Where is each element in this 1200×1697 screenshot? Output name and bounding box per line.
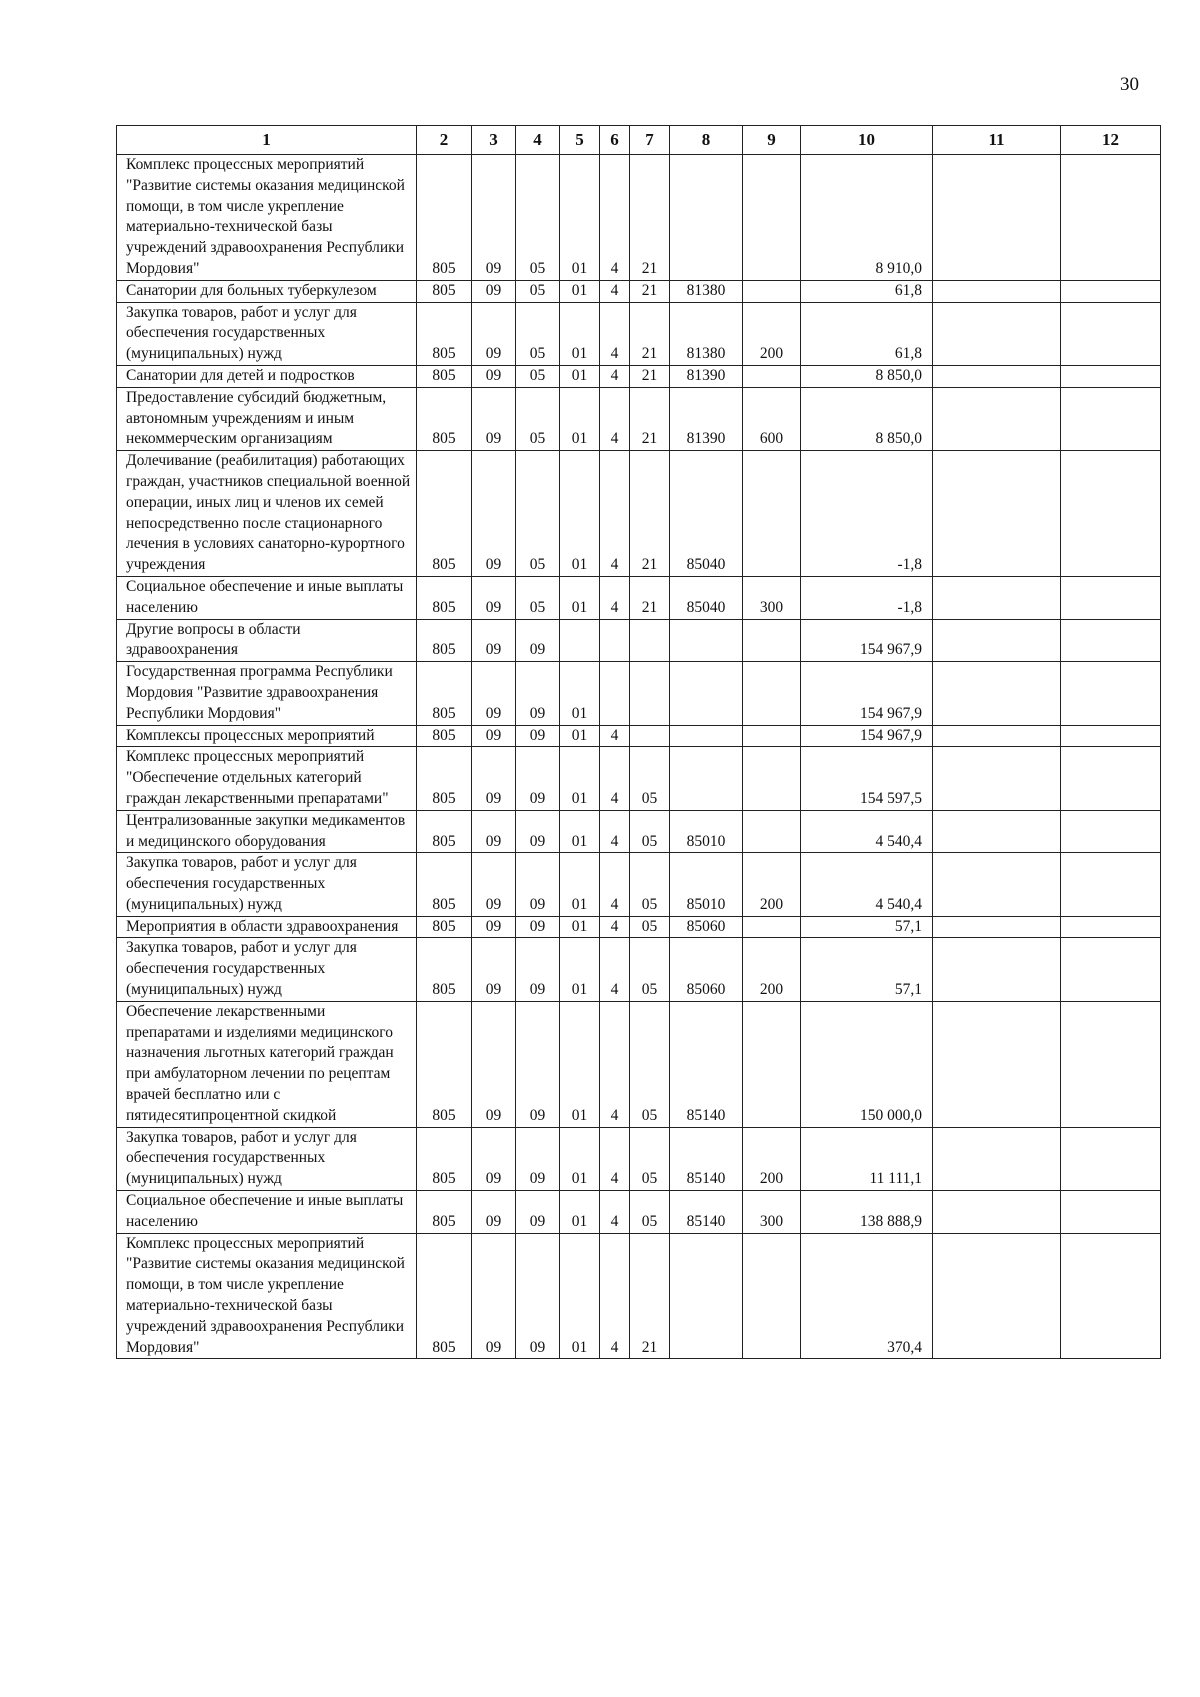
subprogram-code-cell bbox=[630, 662, 670, 725]
column-header: 3 bbox=[472, 126, 516, 155]
page-number: 30 bbox=[1120, 74, 1139, 95]
amount-cell-12 bbox=[1061, 916, 1161, 938]
direction-code-cell bbox=[670, 747, 743, 810]
amount-cell-12 bbox=[1061, 280, 1161, 302]
amount-cell: 370,4 bbox=[801, 1233, 933, 1359]
row-name-cell: Закупка товаров, работ и услуг для обеспечения государственных (муниципальных) нужд bbox=[117, 302, 417, 365]
amount-cell-12 bbox=[1061, 451, 1161, 577]
ministry-code-cell: 805 bbox=[417, 662, 472, 725]
amount-cell-11 bbox=[933, 619, 1061, 662]
subprogram-code-cell: 21 bbox=[630, 302, 670, 365]
direction-code-cell: 81390 bbox=[670, 365, 743, 387]
direction-code-cell: 81380 bbox=[670, 302, 743, 365]
program-type-cell: 4 bbox=[600, 155, 630, 281]
row-name-cell: Комплексы процессных мероприятий bbox=[117, 725, 417, 747]
program-code-cell: 01 bbox=[560, 662, 600, 725]
section-code-cell: 09 bbox=[472, 1191, 516, 1234]
section-code-cell: 09 bbox=[472, 1127, 516, 1190]
table-row bbox=[117, 155, 1161, 281]
ministry-code-cell: 805 bbox=[417, 155, 472, 281]
row-name-cell: Мероприятия в области здравоохранения bbox=[117, 916, 417, 938]
section-code-cell: 09 bbox=[472, 576, 516, 619]
table-row bbox=[117, 938, 1161, 1001]
amount-cell-11 bbox=[933, 451, 1061, 577]
amount-cell-11 bbox=[933, 387, 1061, 450]
column-header: 4 bbox=[516, 126, 560, 155]
expense-type-cell bbox=[743, 619, 801, 662]
subprogram-code-cell: 21 bbox=[630, 576, 670, 619]
table-row bbox=[117, 747, 1161, 810]
table-row bbox=[117, 916, 1161, 938]
ministry-code-cell: 805 bbox=[417, 747, 472, 810]
section-code-cell: 09 bbox=[472, 1001, 516, 1127]
section-code-cell: 09 bbox=[472, 155, 516, 281]
direction-code-cell: 85140 bbox=[670, 1191, 743, 1234]
section-code-cell: 09 bbox=[472, 662, 516, 725]
direction-code-cell: 85140 bbox=[670, 1001, 743, 1127]
column-header: 6 bbox=[600, 126, 630, 155]
expense-type-cell bbox=[743, 1233, 801, 1359]
table-row bbox=[117, 280, 1161, 302]
amount-cell-12 bbox=[1061, 302, 1161, 365]
program-type-cell: 4 bbox=[600, 1191, 630, 1234]
row-name-cell: Комплекс процессных мероприятий "Обеспечение отдельных категорий граждан лекарственными препаратами" bbox=[117, 747, 417, 810]
amount-cell-11 bbox=[933, 853, 1061, 916]
amount-cell-12 bbox=[1061, 725, 1161, 747]
amount-cell: 57,1 bbox=[801, 916, 933, 938]
direction-code-cell: 85040 bbox=[670, 451, 743, 577]
row-name-cell: Комплекс процессных мероприятий "Развитие системы оказания медицинской помощи, в том числе укрепление материально-технической базы учреждений здравоохранения Республики Мордовия" bbox=[117, 155, 417, 281]
expense-type-cell: 200 bbox=[743, 1127, 801, 1190]
subsection-code-cell: 05 bbox=[516, 576, 560, 619]
subsection-code-cell: 09 bbox=[516, 619, 560, 662]
column-header: 10 bbox=[801, 126, 933, 155]
table-row bbox=[117, 1191, 1161, 1234]
amount-cell: 57,1 bbox=[801, 938, 933, 1001]
expense-type-cell: 300 bbox=[743, 576, 801, 619]
row-name-cell: Централизованные закупки медикаментов и медицинского оборудования bbox=[117, 810, 417, 853]
expense-type-cell bbox=[743, 280, 801, 302]
ministry-code-cell: 805 bbox=[417, 725, 472, 747]
program-type-cell: 4 bbox=[600, 576, 630, 619]
subsection-code-cell: 05 bbox=[516, 302, 560, 365]
amount-cell: 154 967,9 bbox=[801, 619, 933, 662]
table-row bbox=[117, 451, 1161, 577]
amount-cell-11 bbox=[933, 662, 1061, 725]
expense-type-cell bbox=[743, 810, 801, 853]
subsection-code-cell: 09 bbox=[516, 725, 560, 747]
ministry-code-cell: 805 bbox=[417, 280, 472, 302]
subprogram-code-cell: 21 bbox=[630, 387, 670, 450]
amount-cell: 154 597,5 bbox=[801, 747, 933, 810]
amount-cell: -1,8 bbox=[801, 451, 933, 577]
ministry-code-cell: 805 bbox=[417, 387, 472, 450]
program-type-cell bbox=[600, 619, 630, 662]
subsection-code-cell: 05 bbox=[516, 365, 560, 387]
section-code-cell: 09 bbox=[472, 451, 516, 577]
row-name-cell: Комплекс процессных мероприятий "Развитие системы оказания медицинской помощи, в том числе укрепление материально-технической базы учреждений здравоохранения Республики Мордовия" bbox=[117, 1233, 417, 1359]
section-code-cell: 09 bbox=[472, 619, 516, 662]
program-type-cell: 4 bbox=[600, 938, 630, 1001]
program-code-cell: 01 bbox=[560, 938, 600, 1001]
table-row bbox=[117, 1233, 1161, 1359]
program-code-cell: 01 bbox=[560, 1191, 600, 1234]
amount-cell-12 bbox=[1061, 747, 1161, 810]
program-type-cell: 4 bbox=[600, 725, 630, 747]
amount-cell-12 bbox=[1061, 1191, 1161, 1234]
program-type-cell: 4 bbox=[600, 1127, 630, 1190]
expense-type-cell: 600 bbox=[743, 387, 801, 450]
subsection-code-cell: 09 bbox=[516, 1191, 560, 1234]
row-name-cell: Социальное обеспечение и иные выплаты населению bbox=[117, 576, 417, 619]
amount-cell-11 bbox=[933, 302, 1061, 365]
program-type-cell: 4 bbox=[600, 1001, 630, 1127]
section-code-cell: 09 bbox=[472, 747, 516, 810]
program-code-cell: 01 bbox=[560, 576, 600, 619]
program-code-cell: 01 bbox=[560, 725, 600, 747]
row-name-cell: Закупка товаров, работ и услуг для обеспечения государственных (муниципальных) нужд bbox=[117, 1127, 417, 1190]
program-type-cell bbox=[600, 662, 630, 725]
program-type-cell: 4 bbox=[600, 1233, 630, 1359]
column-header: 2 bbox=[417, 126, 472, 155]
ministry-code-cell: 805 bbox=[417, 1233, 472, 1359]
section-code-cell: 09 bbox=[472, 916, 516, 938]
program-code-cell: 01 bbox=[560, 155, 600, 281]
ministry-code-cell: 805 bbox=[417, 1127, 472, 1190]
amount-cell-12 bbox=[1061, 1001, 1161, 1127]
section-code-cell: 09 bbox=[472, 302, 516, 365]
ministry-code-cell: 805 bbox=[417, 938, 472, 1001]
program-code-cell: 01 bbox=[560, 853, 600, 916]
amount-cell: 154 967,9 bbox=[801, 725, 933, 747]
expense-type-cell bbox=[743, 747, 801, 810]
amount-cell-11 bbox=[933, 916, 1061, 938]
subprogram-code-cell: 05 bbox=[630, 1001, 670, 1127]
table-body bbox=[117, 155, 1161, 1359]
subsection-code-cell: 09 bbox=[516, 916, 560, 938]
subprogram-code-cell bbox=[630, 619, 670, 662]
program-code-cell: 01 bbox=[560, 1127, 600, 1190]
program-code-cell: 01 bbox=[560, 1001, 600, 1127]
direction-code-cell: 85060 bbox=[670, 916, 743, 938]
table-row bbox=[117, 810, 1161, 853]
program-type-cell: 4 bbox=[600, 387, 630, 450]
subprogram-code-cell: 21 bbox=[630, 155, 670, 281]
direction-code-cell bbox=[670, 725, 743, 747]
column-header: 7 bbox=[630, 126, 670, 155]
amount-cell-12 bbox=[1061, 853, 1161, 916]
direction-code-cell: 85140 bbox=[670, 1127, 743, 1190]
subsection-code-cell: 09 bbox=[516, 662, 560, 725]
program-code-cell: 01 bbox=[560, 302, 600, 365]
row-name-cell: Обеспечение лекарственными препаратами и изделиями медицинского назначения льготных категорий граждан при амбулаторном лечении по рецептам врачей бесплатно или с пятидесятипроцентной скидкой bbox=[117, 1001, 417, 1127]
ministry-code-cell: 805 bbox=[417, 451, 472, 577]
ministry-code-cell: 805 bbox=[417, 1191, 472, 1234]
program-type-cell: 4 bbox=[600, 302, 630, 365]
amount-cell-12 bbox=[1061, 619, 1161, 662]
column-header: 5 bbox=[560, 126, 600, 155]
amount-cell-11 bbox=[933, 1127, 1061, 1190]
amount-cell: 8 850,0 bbox=[801, 387, 933, 450]
program-code-cell: 01 bbox=[560, 1233, 600, 1359]
amount-cell-11 bbox=[933, 365, 1061, 387]
subprogram-code-cell bbox=[630, 725, 670, 747]
expense-type-cell bbox=[743, 916, 801, 938]
column-header: 1 bbox=[117, 126, 417, 155]
section-code-cell: 09 bbox=[472, 938, 516, 1001]
ministry-code-cell: 805 bbox=[417, 302, 472, 365]
amount-cell-12 bbox=[1061, 1233, 1161, 1359]
row-name-cell: Санатории для детей и подростков bbox=[117, 365, 417, 387]
section-code-cell: 09 bbox=[472, 810, 516, 853]
amount-cell-12 bbox=[1061, 662, 1161, 725]
amount-cell: 154 967,9 bbox=[801, 662, 933, 725]
subprogram-code-cell: 05 bbox=[630, 916, 670, 938]
subprogram-code-cell: 05 bbox=[630, 810, 670, 853]
ministry-code-cell: 805 bbox=[417, 916, 472, 938]
expense-type-cell bbox=[743, 365, 801, 387]
row-name-cell: Государственная программа Республики Мордовия "Развитие здравоохранения Республики Мордовия" bbox=[117, 662, 417, 725]
table-row bbox=[117, 725, 1161, 747]
amount-cell-12 bbox=[1061, 365, 1161, 387]
ministry-code-cell: 805 bbox=[417, 853, 472, 916]
program-code-cell bbox=[560, 619, 600, 662]
table-row bbox=[117, 853, 1161, 916]
amount-cell-11 bbox=[933, 725, 1061, 747]
amount-cell: 61,8 bbox=[801, 302, 933, 365]
amount-cell-12 bbox=[1061, 155, 1161, 281]
program-code-cell: 01 bbox=[560, 365, 600, 387]
amount-cell: 11 111,1 bbox=[801, 1127, 933, 1190]
column-header: 8 bbox=[670, 126, 743, 155]
amount-cell-11 bbox=[933, 1001, 1061, 1127]
section-code-cell: 09 bbox=[472, 387, 516, 450]
subprogram-code-cell: 05 bbox=[630, 1127, 670, 1190]
amount-cell-12 bbox=[1061, 938, 1161, 1001]
table-header-row bbox=[117, 126, 1161, 155]
program-code-cell: 01 bbox=[560, 747, 600, 810]
section-code-cell: 09 bbox=[472, 365, 516, 387]
section-code-cell: 09 bbox=[472, 725, 516, 747]
row-name-cell: Закупка товаров, работ и услуг для обеспечения государственных (муниципальных) нужд bbox=[117, 853, 417, 916]
subsection-code-cell: 09 bbox=[516, 747, 560, 810]
direction-code-cell bbox=[670, 155, 743, 281]
amount-cell-12 bbox=[1061, 576, 1161, 619]
program-code-cell: 01 bbox=[560, 451, 600, 577]
direction-code-cell: 81380 bbox=[670, 280, 743, 302]
amount-cell-11 bbox=[933, 1191, 1061, 1234]
table-row bbox=[117, 576, 1161, 619]
subsection-code-cell: 09 bbox=[516, 1233, 560, 1359]
direction-code-cell bbox=[670, 1233, 743, 1359]
amount-cell-11 bbox=[933, 810, 1061, 853]
amount-cell-11 bbox=[933, 938, 1061, 1001]
program-code-cell: 01 bbox=[560, 280, 600, 302]
amount-cell-11 bbox=[933, 280, 1061, 302]
program-type-cell: 4 bbox=[600, 853, 630, 916]
amount-cell-11 bbox=[933, 1233, 1061, 1359]
ministry-code-cell: 805 bbox=[417, 576, 472, 619]
amount-cell: -1,8 bbox=[801, 576, 933, 619]
program-code-cell: 01 bbox=[560, 916, 600, 938]
table-row bbox=[117, 302, 1161, 365]
program-type-cell: 4 bbox=[600, 451, 630, 577]
ministry-code-cell: 805 bbox=[417, 810, 472, 853]
expense-type-cell bbox=[743, 1001, 801, 1127]
row-name-cell: Закупка товаров, работ и услуг для обеспечения государственных (муниципальных) нужд bbox=[117, 938, 417, 1001]
table-row bbox=[117, 619, 1161, 662]
column-header: 12 bbox=[1061, 126, 1161, 155]
row-name-cell: Санатории для больных туберкулезом bbox=[117, 280, 417, 302]
amount-cell: 8 910,0 bbox=[801, 155, 933, 281]
table-row bbox=[117, 387, 1161, 450]
table-row bbox=[117, 365, 1161, 387]
program-type-cell: 4 bbox=[600, 810, 630, 853]
column-header: 11 bbox=[933, 126, 1061, 155]
expense-type-cell bbox=[743, 451, 801, 577]
row-name-cell: Другие вопросы в области здравоохранения bbox=[117, 619, 417, 662]
amount-cell-12 bbox=[1061, 387, 1161, 450]
expense-type-cell bbox=[743, 155, 801, 281]
ministry-code-cell: 805 bbox=[417, 1001, 472, 1127]
subprogram-code-cell: 05 bbox=[630, 938, 670, 1001]
row-name-cell: Долечивание (реабилитация) работающих граждан, участников специальной военной операции, иных лиц и членов их семей непосредственно после стационарного лечения в условиях санаторно-курортного учреждения bbox=[117, 451, 417, 577]
direction-code-cell: 85060 bbox=[670, 938, 743, 1001]
expense-type-cell: 200 bbox=[743, 302, 801, 365]
table-row bbox=[117, 1001, 1161, 1127]
subsection-code-cell: 09 bbox=[516, 853, 560, 916]
direction-code-cell bbox=[670, 662, 743, 725]
program-type-cell: 4 bbox=[600, 365, 630, 387]
amount-cell-12 bbox=[1061, 810, 1161, 853]
amount-cell-11 bbox=[933, 576, 1061, 619]
section-code-cell: 09 bbox=[472, 1233, 516, 1359]
subsection-code-cell: 09 bbox=[516, 810, 560, 853]
ministry-code-cell: 805 bbox=[417, 365, 472, 387]
amount-cell: 138 888,9 bbox=[801, 1191, 933, 1234]
expense-type-cell bbox=[743, 662, 801, 725]
budget-table bbox=[116, 125, 1161, 1359]
subprogram-code-cell: 05 bbox=[630, 747, 670, 810]
table-row bbox=[117, 1127, 1161, 1190]
amount-cell: 4 540,4 bbox=[801, 810, 933, 853]
amount-cell: 4 540,4 bbox=[801, 853, 933, 916]
expense-type-cell: 200 bbox=[743, 938, 801, 1001]
subsection-code-cell: 05 bbox=[516, 280, 560, 302]
amount-cell: 61,8 bbox=[801, 280, 933, 302]
subprogram-code-cell: 21 bbox=[630, 280, 670, 302]
direction-code-cell: 85010 bbox=[670, 810, 743, 853]
program-code-cell: 01 bbox=[560, 810, 600, 853]
amount-cell-12 bbox=[1061, 1127, 1161, 1190]
amount-cell-11 bbox=[933, 747, 1061, 810]
direction-code-cell: 85010 bbox=[670, 853, 743, 916]
table-row bbox=[117, 662, 1161, 725]
expense-type-cell bbox=[743, 725, 801, 747]
column-header: 9 bbox=[743, 126, 801, 155]
expense-type-cell: 300 bbox=[743, 1191, 801, 1234]
subprogram-code-cell: 05 bbox=[630, 853, 670, 916]
subsection-code-cell: 09 bbox=[516, 1127, 560, 1190]
direction-code-cell bbox=[670, 619, 743, 662]
direction-code-cell: 81390 bbox=[670, 387, 743, 450]
amount-cell: 8 850,0 bbox=[801, 365, 933, 387]
expense-type-cell: 200 bbox=[743, 853, 801, 916]
ministry-code-cell: 805 bbox=[417, 619, 472, 662]
subsection-code-cell: 05 bbox=[516, 451, 560, 577]
row-name-cell: Социальное обеспечение и иные выплаты населению bbox=[117, 1191, 417, 1234]
program-type-cell: 4 bbox=[600, 280, 630, 302]
amount-cell: 150 000,0 bbox=[801, 1001, 933, 1127]
subprogram-code-cell: 21 bbox=[630, 365, 670, 387]
program-code-cell: 01 bbox=[560, 387, 600, 450]
program-type-cell: 4 bbox=[600, 747, 630, 810]
amount-cell-11 bbox=[933, 155, 1061, 281]
program-type-cell: 4 bbox=[600, 916, 630, 938]
section-code-cell: 09 bbox=[472, 853, 516, 916]
subsection-code-cell: 09 bbox=[516, 1001, 560, 1127]
direction-code-cell: 85040 bbox=[670, 576, 743, 619]
section-code-cell: 09 bbox=[472, 280, 516, 302]
subprogram-code-cell: 21 bbox=[630, 1233, 670, 1359]
subprogram-code-cell: 05 bbox=[630, 1191, 670, 1234]
subsection-code-cell: 09 bbox=[516, 938, 560, 1001]
subsection-code-cell: 05 bbox=[516, 387, 560, 450]
row-name-cell: Предоставление субсидий бюджетным, автономным учреждениям и иным некоммерческим организациям bbox=[117, 387, 417, 450]
subprogram-code-cell: 21 bbox=[630, 451, 670, 577]
subsection-code-cell: 05 bbox=[516, 155, 560, 281]
